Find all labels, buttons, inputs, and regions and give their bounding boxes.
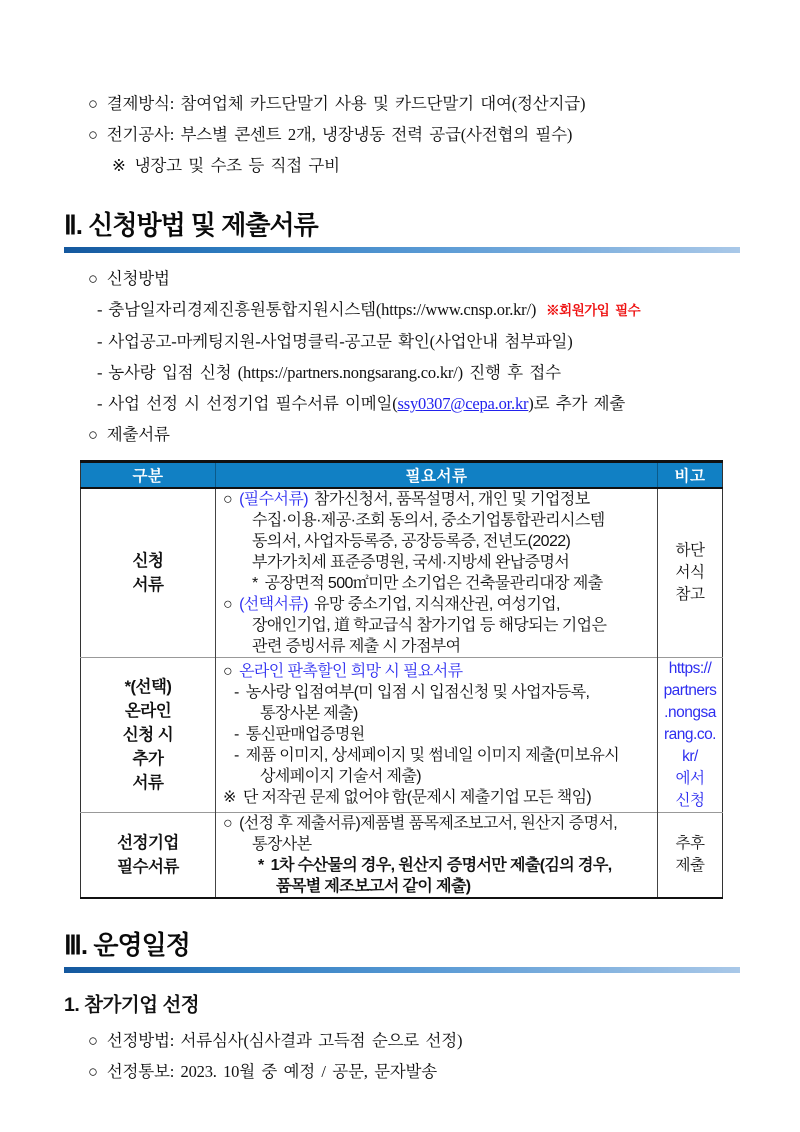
row-category-cell bbox=[81, 488, 216, 658]
line-text: 농사랑 입점여부(미 입점 시 입점신청 및 사업자등록, bbox=[245, 684, 590, 701]
method-item-text: 충남일자리경제진흥원통합지원시스템(https://www.cnsp.or.kr/) bbox=[108, 300, 537, 319]
line-text: 제품 이미지, 상세페이지 및 썸네일 이미지 제출(미보유시 bbox=[245, 747, 620, 764]
circle-bullet-icon: ○ bbox=[88, 125, 98, 144]
line-marker-icon: - bbox=[234, 726, 239, 743]
line-text: 장애인기업, 道 학교급식 참가기업 등 해당되는 기업은 bbox=[252, 616, 607, 634]
membership-required-warning: ※회원가입 필수 bbox=[546, 303, 641, 318]
cell-line: 필수서류 bbox=[117, 857, 179, 876]
cell-line: 신청 bbox=[675, 791, 705, 809]
cell-line: *(선택) bbox=[124, 677, 172, 696]
table-row bbox=[81, 812, 723, 898]
section-title: Ⅱ. 신청방법 및 제출서류 bbox=[64, 210, 318, 240]
cell-line: 제출 bbox=[675, 856, 705, 874]
line-marker-icon: * bbox=[252, 574, 258, 592]
list-item bbox=[88, 294, 740, 326]
row-category-cell bbox=[81, 657, 216, 812]
list-item bbox=[88, 357, 740, 388]
line-text: 동의서, 사업자등록증, 공장등록증, 전년도(2022) bbox=[252, 532, 571, 550]
line-marker-icon: ○ bbox=[223, 595, 233, 613]
line-text: 통장사본 bbox=[252, 835, 312, 853]
doc-line bbox=[216, 745, 657, 766]
row-required-docs-cell bbox=[216, 488, 658, 658]
table-row bbox=[81, 657, 723, 812]
schedule-bullet-text: 선정방법: 서류심사(심사결과 고득점 순으로 선정) bbox=[106, 1030, 463, 1050]
email-link[interactable]: ssy0307@cepa.or.kr bbox=[397, 394, 529, 413]
doc-line bbox=[216, 531, 657, 552]
schedule-bullet-text: 선정통보: 2023. 10월 중 예정 / 공문, 문자발송 bbox=[106, 1061, 438, 1081]
line-marker-icon: ○ bbox=[223, 814, 233, 832]
doc-line bbox=[216, 615, 657, 636]
method-item-text: )로 추가 제출 bbox=[528, 394, 626, 413]
row-required-docs-cell bbox=[216, 812, 658, 898]
list-item bbox=[88, 1025, 740, 1056]
doc-line bbox=[216, 682, 657, 703]
cell-line: 추가 bbox=[132, 749, 164, 768]
cell-line: 하단 bbox=[675, 541, 705, 559]
line-marker-icon: * bbox=[258, 856, 264, 874]
doc-line bbox=[216, 573, 657, 594]
subsection-title: 1. 참가기업 선정 bbox=[64, 993, 200, 1016]
doc-line bbox=[216, 724, 657, 745]
highlighted-text: (필수서류) bbox=[239, 490, 308, 508]
line-marker-icon: - bbox=[234, 684, 239, 701]
section-application bbox=[64, 205, 740, 253]
submission-documents-table bbox=[80, 460, 723, 899]
line-text: 통장사본 제출) bbox=[260, 705, 358, 722]
row-remarks-cell bbox=[658, 812, 723, 898]
column-header-category: 구분 bbox=[81, 462, 216, 488]
method-item-text: 사업 선정 시 선정기업 필수서류 이메일( bbox=[108, 394, 398, 413]
application-method-list bbox=[88, 263, 740, 450]
dash-bullet-icon: - bbox=[97, 394, 103, 413]
intro-bullet-list bbox=[88, 88, 740, 181]
doc-line bbox=[216, 552, 657, 573]
circle-bullet-icon: ○ bbox=[88, 94, 98, 113]
circle-bullet-icon: ○ bbox=[88, 269, 98, 288]
cell-line: 서식 bbox=[675, 563, 705, 581]
cell-line: partners bbox=[663, 681, 717, 699]
dash-bullet-icon: - bbox=[97, 300, 103, 319]
section-title-underline bbox=[64, 967, 740, 973]
intro-bullet-text: 전기공사: 부스별 콘센트 2개, 냉장냉동 전력 공급(사전협의 필수) bbox=[106, 125, 573, 144]
section-schedule bbox=[64, 925, 740, 973]
line-text: 관련 증빙서류 제출 시 가점부여 bbox=[252, 637, 461, 655]
list-item bbox=[88, 1056, 740, 1087]
doc-line bbox=[216, 661, 657, 682]
intro-note-text: 냉장고 및 수조 등 직접 구비 bbox=[134, 156, 340, 175]
doc-line bbox=[216, 766, 657, 787]
line-text: 참가신청서, 품목설명서, 개인 및 기업정보 bbox=[313, 490, 590, 508]
doc-line bbox=[216, 703, 657, 724]
line-text: 품목별 제조보고서 같이 제출) bbox=[276, 877, 471, 895]
cell-line: 신청 bbox=[132, 551, 164, 570]
line-text: (선정 후 제출서류)제품별 품목제조보고서, 원산지 증명서, bbox=[239, 814, 618, 832]
list-item bbox=[88, 419, 740, 450]
cell-line: https:// bbox=[668, 659, 712, 677]
line-marker-icon: - bbox=[234, 747, 239, 764]
method-item-text: 농사랑 입점 신청 (https://partners.nongsarang.co.kr/) 진행 후 접수 bbox=[108, 363, 561, 382]
highlighted-text: (선택서류) bbox=[239, 595, 308, 613]
list-item bbox=[88, 150, 740, 181]
line-marker-icon: ○ bbox=[223, 663, 233, 680]
doc-line bbox=[216, 510, 657, 531]
circle-bullet-icon: ○ bbox=[88, 1061, 98, 1081]
row-remarks-cell bbox=[658, 488, 723, 658]
line-text: 1차 수산물의 경우, 원산지 증명서만 제출(김의 경우, bbox=[270, 856, 612, 874]
section-title-underline bbox=[64, 247, 740, 253]
cell-line: 선정기업 bbox=[117, 833, 179, 852]
cell-line: 온라인 bbox=[124, 701, 172, 720]
method-label: 신청방법 bbox=[106, 269, 170, 288]
submit-label: 제출서류 bbox=[106, 425, 170, 444]
line-marker-icon: ○ bbox=[223, 490, 233, 508]
cell-line: rang.co. bbox=[663, 725, 716, 743]
line-text: 상세페이지 기술서 제출) bbox=[260, 768, 421, 785]
circle-bullet-icon: ○ bbox=[88, 425, 98, 444]
highlighted-text: 온라인 판촉할인 희망 시 필요서류 bbox=[239, 663, 463, 680]
cell-line: kr/ bbox=[682, 747, 698, 765]
line-text: 유망 중소기업, 지식재산권, 여성기업, bbox=[313, 595, 560, 613]
doc-line bbox=[216, 594, 657, 615]
row-required-docs-cell bbox=[216, 657, 658, 812]
table-header-row bbox=[81, 462, 723, 488]
line-text: 단 저작권 문제 없어야 함(문제시 제출기업 모든 책임) bbox=[242, 789, 592, 806]
circle-bullet-icon: ○ bbox=[88, 1030, 98, 1050]
line-text: 수집·이용·제공·조회 동의서, 중소기업통합관리시스템 bbox=[252, 511, 605, 529]
list-item bbox=[88, 263, 740, 294]
schedule-bullet-list bbox=[88, 1025, 740, 1087]
line-marker-icon: ※ bbox=[223, 789, 236, 806]
dash-bullet-icon: - bbox=[97, 332, 103, 351]
cell-line: .nongsa bbox=[664, 703, 716, 721]
cell-line: 신청 시 bbox=[122, 725, 174, 744]
line-text: 통신판매업증명원 bbox=[245, 726, 365, 743]
list-item bbox=[88, 119, 740, 150]
cell-line: 서류 bbox=[132, 575, 164, 594]
column-header-required-docs: 필요서류 bbox=[216, 462, 658, 488]
doc-line bbox=[216, 636, 657, 657]
line-text: 부가가치세 표준증명원, 국세·지방세 완납증명서 bbox=[252, 553, 570, 571]
doc-line bbox=[216, 489, 657, 510]
line-text: 공장면적 500㎡미만 소기업은 건축물관리대장 제출 bbox=[264, 574, 603, 592]
doc-line bbox=[216, 855, 657, 876]
doc-line bbox=[216, 787, 657, 808]
cell-line: 참고 bbox=[675, 585, 705, 603]
row-category-cell bbox=[81, 812, 216, 898]
cell-line: 에서 bbox=[675, 769, 705, 787]
intro-bullet-text: 결제방식: 참여업체 카드단말기 사용 및 카드단말기 대여(정산지급) bbox=[106, 94, 586, 113]
list-item bbox=[88, 326, 740, 357]
cell-line: 서류 bbox=[132, 773, 164, 792]
method-item-text: 사업공고-마케팅지원-사업명클릭-공고문 확인(사업안내 첨부파일) bbox=[108, 332, 573, 351]
doc-line bbox=[216, 813, 657, 834]
dash-bullet-icon: - bbox=[97, 363, 103, 382]
row-remarks-link-cell[interactable] bbox=[658, 657, 723, 812]
table-row bbox=[81, 488, 723, 658]
list-item bbox=[88, 88, 740, 119]
doc-line bbox=[216, 834, 657, 855]
cell-line: 추후 bbox=[675, 834, 705, 852]
reference-mark-icon: ※ bbox=[112, 156, 126, 175]
doc-line bbox=[216, 876, 657, 897]
column-header-remarks: 비고 bbox=[658, 462, 723, 488]
section-title: Ⅲ. 운영일정 bbox=[64, 929, 190, 960]
list-item bbox=[88, 388, 740, 419]
